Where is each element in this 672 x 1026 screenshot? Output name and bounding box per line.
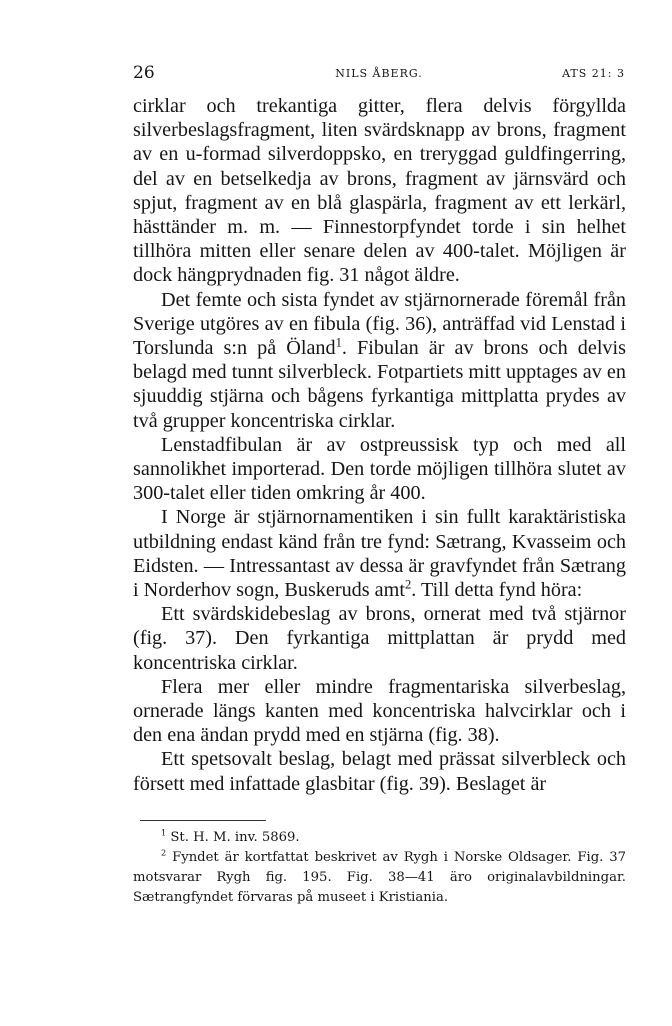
paragraph-text: . Till detta fynd höra:: [411, 579, 583, 602]
footnote-divider: [140, 820, 266, 821]
paragraph-text: Det femte och sista fyndet av stjärnornerade föremål från Sverige utgöres av en fibula (fig. 36), anträffad vid Lenstad i Torslunda s:n på Öland: [133, 288, 626, 360]
footnote: [133, 848, 626, 908]
paragraph: [133, 747, 626, 795]
body-text: [133, 94, 626, 796]
paragraph-text: Flera mer eller mindre fragmentariska silverbeslag, ornerade längs kanten med koncentriska halvcirklar och i den ena ändan prydd med en stjärna (fig. 38).: [133, 675, 626, 747]
journal-reference: ATS 21: 3: [562, 67, 625, 80]
footnote-text: Fyndet är kortfattat beskrivet av Rygh i Norske Oldsager. Fig. 37 motsvarar Rygh fig. 195. Fig. 38—41 äro originalavbildningar. Sætrangfyndet förvaras på museet i Kristiania.: [133, 850, 626, 905]
paragraph-text: Lenstadfibulan är av ostpreussisk typ och med all sannolikhet importerad. Den torde möjligen tillhöra slutet av 300-talet eller tiden omkring år 400.: [133, 433, 626, 505]
paragraph-text: I Norge är stjärnornamentiken i sin fullt karaktäristiska utbildning endast känd från tre fynd: Sætrang, Kvasseim och Eidsten. — Intressantast av dessa är gravfyndet från Sætrang i Norderhov sogn, Buskeruds amt: [133, 506, 626, 602]
footnote-mark: 1: [161, 827, 167, 838]
paragraph: [133, 505, 626, 602]
footnote: [133, 828, 626, 848]
footnotes: [133, 828, 626, 908]
paragraph-text: Ett svärdskidebeslag av brons, ornerat med två stjärnor (fig. 37). Den fyrkantiga mittplattan är prydd med koncentriska cirklar.: [133, 603, 626, 674]
paragraph: [133, 288, 626, 433]
footnote-ref: 2: [404, 577, 412, 592]
paragraph-text: cirklar och trekantiga gitter, flera delvis förgyllda silverbeslagsfragment, liten svärdsknapp av brons, fragment av en u-formad silverdoppsko, en treryggad guldfingerring, del av en betselkedja av brons, fragment av järnsvärd och spjut, fragment av en blå glaspärla, fragment av ett lerkärl, hästtänder m. m. — Finnestorpfyndet torde i sin helhet tillhöra mitten eller senare delen av 400-talet. Möjligen är dock hängprydnaden fig. 31 något äldre.: [133, 95, 626, 287]
footnote-text: St. H. M. inv. 5869.: [166, 830, 300, 845]
running-title: NILS ÅBERG.: [335, 67, 423, 80]
paragraph: [133, 94, 626, 288]
paragraph-text: Ett spetsovalt beslag, belagt med prässat silverbleck och försett med infattade glasbitar (fig. 39). Beslaget är: [133, 748, 626, 795]
paragraph: [133, 433, 626, 506]
page-header: [133, 63, 625, 85]
paragraph: [133, 602, 626, 675]
paragraph-text: . Fibulan är av brons och delvis belagd med tunnt silverbleck. Fotpartiets mitt upptages av en sjuuddig stjärna och bågens fyrkantiga mittplatta prydes av två grupper koncentriska cirklar.: [133, 337, 626, 432]
page-number: 26: [133, 63, 155, 83]
paragraph: [133, 675, 626, 748]
footnote-ref: 1: [335, 335, 342, 350]
footnote-mark: 2: [161, 847, 167, 858]
